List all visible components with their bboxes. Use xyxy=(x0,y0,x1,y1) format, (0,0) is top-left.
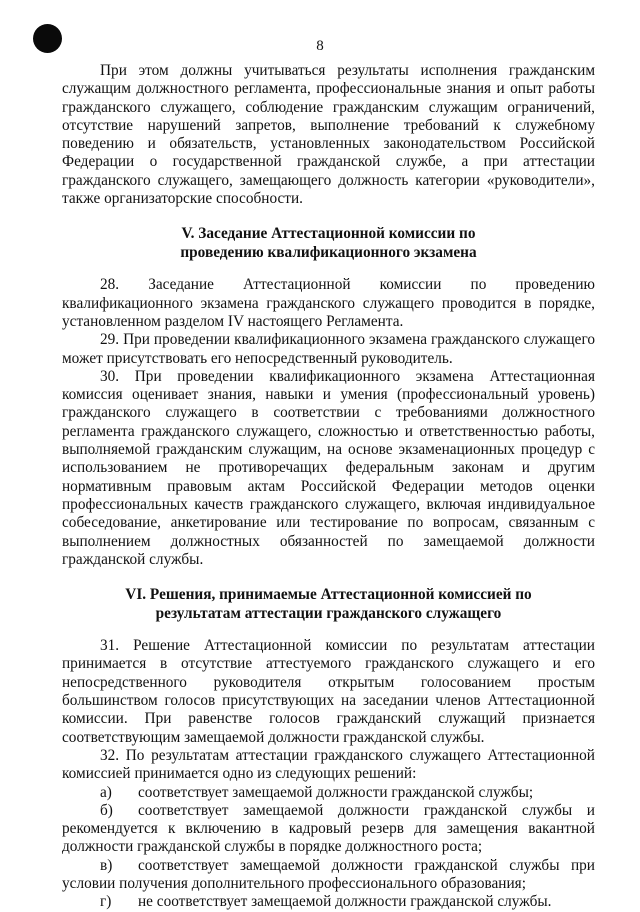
paragraph-29: 29. При проведении квалификационного экзамена гражданского служащего может присутствовать его непосредственный руководитель. xyxy=(62,331,595,367)
section-heading-vi-line2: результатам аттестации гражданского служащего xyxy=(155,605,502,623)
list-text-v: соответствует замещаемой должности гражданской службы при условии получения дополнительного профессионального образования; xyxy=(62,856,595,892)
list-text-g: не соответствует замещаемой должности гражданской службы. xyxy=(138,893,552,911)
list-marker-g: г) xyxy=(100,893,112,911)
list-text-b: соответствует замещаемой должности гражданской службы и рекомендуется к включению в кадровый резерв для замещения вакантной должности гражданской службы в порядке должностного роста; xyxy=(62,801,595,856)
document-body xyxy=(62,62,595,912)
list-marker-b: б) xyxy=(100,801,113,819)
list-text-a: соответствует замещаемой должности гражданской службы; xyxy=(138,783,534,801)
list-item-b xyxy=(62,802,595,857)
section-heading-v-line1: V. Заседание Аттестационной комиссии по xyxy=(181,225,476,243)
list-marker-v: в) xyxy=(100,856,113,874)
section-heading-vi xyxy=(62,585,595,623)
paragraph-31: 31. Решение Аттестационной комиссии по результатам аттестации принимается в отсутствие аттестуемого гражданского служащего и его непосредственного руководителя открытым голосованием простым большинством голосов присутствующих на заседании членов Аттестационной комиссии. При равенстве голосов гражданский служащий признается соответствующим замещаемой должности гражданской службы. xyxy=(62,637,595,746)
section-heading-v xyxy=(62,224,595,262)
list-item-v xyxy=(62,857,595,894)
list-marker-a: а) xyxy=(100,783,112,801)
list-item-a xyxy=(62,784,595,802)
paragraph-evaluation-criteria: При этом должны учитываться результаты исполнения гражданским служащим должностного регламента, профессиональные знания и опыт работы гражданского служащего, соблюдение гражданским служащим ограничений, отсутствие нарушений запретов, выполнение требований к служебному поведению и обязательств, установленных законодательством Российской Федерации о государственной гражданской службе, а при аттестации гражданского служащего, замещающего должность категории «руководители», также организаторские способности. xyxy=(62,62,595,208)
section-heading-v-line2: проведению квалификационного экзамена xyxy=(180,244,477,262)
paragraph-30: 30. При проведении квалификационного экзамена Аттестационная комиссия оценивает знания, навыки и умения (профессиональный уровень) гражданского служащего в соответствии с требованиями должностного регламента гражданского служащего, сложностью и ответственностью работы, выполняемой гражданским служащим, на основе экзаменационных процедур с использованием не противоречащих федеральным законам и другим нормативным правовым актам Российской Федерации методов оценки профессиональных качеств гражданского служащего, включая индивидуальное собеседование, анкетирование или тестирование по вопросам, связанным с выполнением должностных обязанностей по замещаемой должности гражданской службы. xyxy=(62,367,595,568)
paragraph-32: 32. По результатам аттестации гражданского служащего Аттестационной комиссией принимается одно из следующих решений: xyxy=(62,746,595,783)
page-number: 8 xyxy=(316,38,324,54)
paragraph-28: 28. Заседание Аттестационной комиссии по проведению квалификационного экзамена гражданского служащего проводится в порядке, установленном разделом IV настоящего Регламента. xyxy=(62,276,595,330)
section-heading-vi-line1: VI. Решения, принимаемые Аттестационной комиссией по xyxy=(125,586,532,604)
list-item-g xyxy=(62,893,595,911)
